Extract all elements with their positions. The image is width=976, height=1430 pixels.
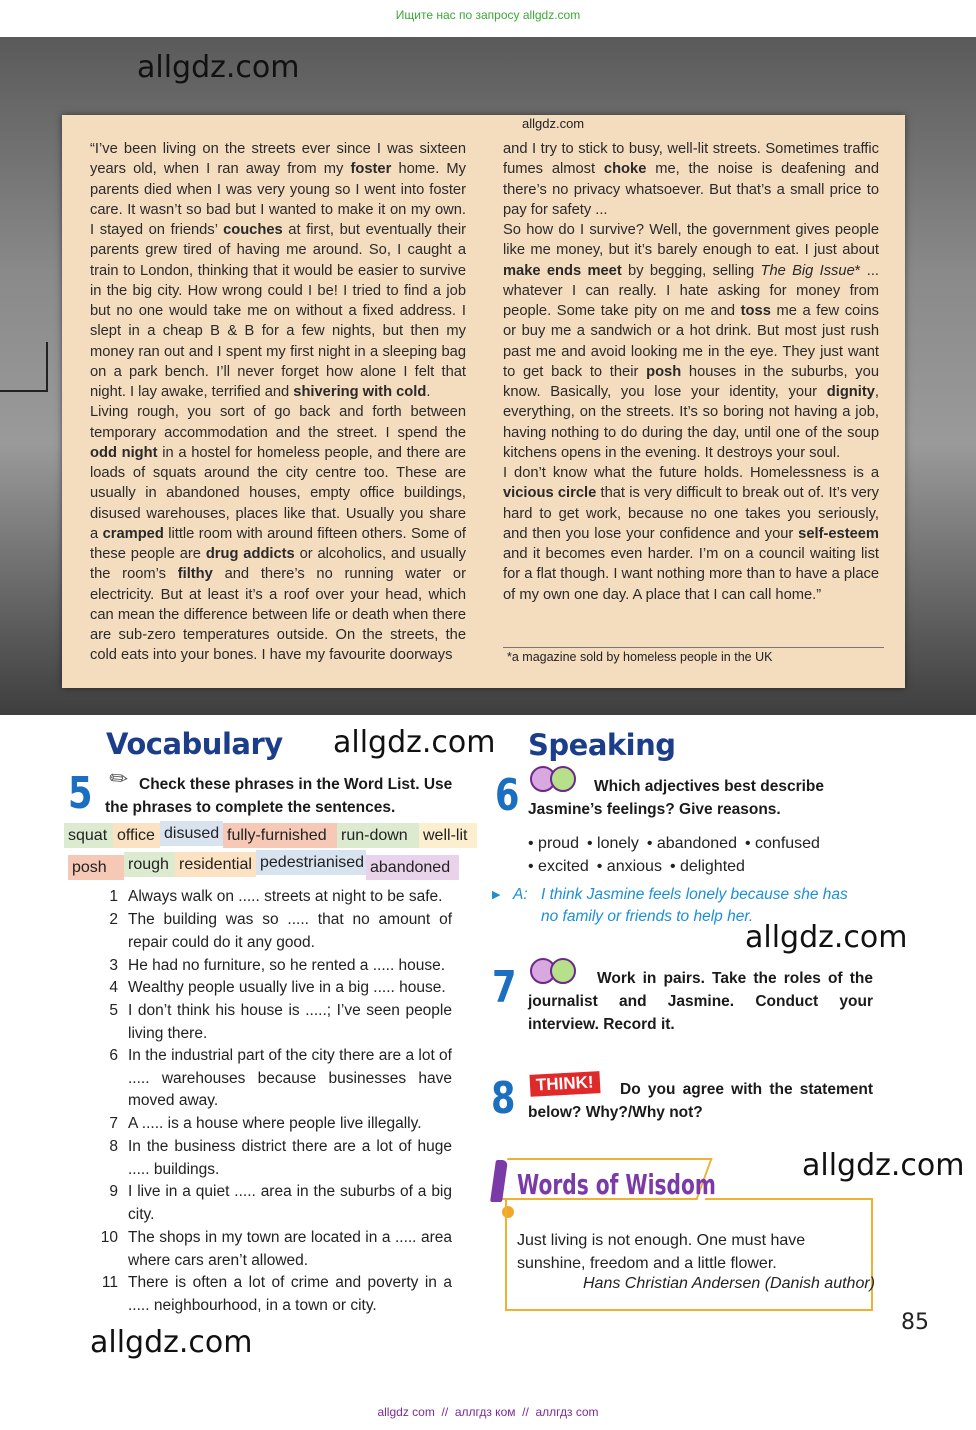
watermark: allgdz.com bbox=[522, 116, 585, 131]
text: So how do I survive? Well, the government gives people like me money, but it’s barely enough to eat. I just about bbox=[503, 222, 879, 259]
item-number: 10 bbox=[100, 1229, 118, 1246]
text: “I’ve been living on the streets ever since I was sixteen years old, when I ran away from my bbox=[90, 141, 466, 178]
vocabulary-sentence bbox=[96, 886, 452, 909]
text: me, the noise is deafening and there’s no privacy whatsoever. But that’s a small price to pay for safety ... bbox=[503, 161, 879, 218]
key-phrase: vicious circle bbox=[503, 485, 597, 502]
word-chip: office bbox=[113, 823, 160, 848]
text: and I try to stick to busy, well-lit streets. Sometimes traffic fumes almost bbox=[503, 141, 879, 178]
watermark: allgdz.com bbox=[90, 1325, 253, 1360]
key-phrase: couches bbox=[223, 222, 283, 238]
adjective: • confused bbox=[744, 835, 820, 852]
wisdom-author: Hans Christian Andersen (Danish author) bbox=[583, 1275, 875, 1292]
adjectives-row-1 bbox=[528, 832, 828, 855]
word-chip: squat bbox=[64, 823, 113, 848]
bench-silhouette bbox=[0, 342, 48, 392]
text: home. My parents died when I was very young so I went into foster care. It wasn’t so bad but I wanted to make it on my own. I stayed on friends’ bbox=[90, 161, 467, 238]
key-phrase: make ends meet bbox=[503, 262, 622, 279]
vocabulary-sentence bbox=[96, 1272, 452, 1317]
item-number: 6 bbox=[109, 1047, 118, 1064]
key-phrase: self-esteem bbox=[798, 525, 879, 542]
speaking-heading: Speaking bbox=[528, 728, 676, 762]
key-phrase: choke bbox=[603, 161, 647, 178]
text: houses in the suburbs, you know. Basically, you lose your identity, your bbox=[503, 363, 879, 400]
exercise-number: 6 bbox=[495, 770, 520, 821]
text: . bbox=[426, 384, 431, 400]
vocabulary-sentence bbox=[96, 1136, 452, 1181]
article-paragraph bbox=[90, 139, 466, 402]
top-note: Ищите нас по запросу allgdz.com bbox=[395, 8, 581, 22]
key-phrase: posh bbox=[646, 363, 682, 380]
watermark: allgdz.com bbox=[333, 725, 496, 760]
word-chip: well-lit bbox=[419, 823, 477, 848]
wisdom-quote: Just living is not enough. One must have sunshine, freedom and a little flower. bbox=[517, 1232, 806, 1272]
key-phrase: drug addicts bbox=[205, 546, 295, 562]
text: The Big Issue bbox=[760, 262, 855, 279]
item-text: A ..... is a house where people live illegally. bbox=[128, 1115, 422, 1132]
think-badge: THINK! bbox=[529, 1071, 600, 1097]
adjective: • excited bbox=[528, 858, 589, 875]
text: Living rough, you sort of go back and forth between temporary accommodation and the street. I spend the bbox=[90, 404, 466, 441]
article-left-column bbox=[90, 139, 466, 666]
text: that is very difficult to break out of. It’s very hard to get work, because no one takes you seriously, and then you lose your confidence and your bbox=[503, 485, 880, 542]
article-box bbox=[62, 115, 905, 688]
item-number: 9 bbox=[109, 1183, 118, 1200]
footnote: *a magazine sold by homeless people in the UK bbox=[507, 650, 773, 664]
key-phrase: cramped bbox=[102, 525, 164, 542]
item-number: 8 bbox=[109, 1138, 118, 1155]
vocabulary-instruction: Check these phrases in the Word List. Use the phrases to complete the sentences. bbox=[105, 776, 453, 816]
item-text: The shops in my town are located in a ..... area where cars aren’t allowed. bbox=[128, 1229, 452, 1269]
vocabulary-sentence bbox=[96, 1227, 452, 1272]
vocabulary-sentence bbox=[96, 909, 452, 954]
exercise-8-instruction: Do you agree with the statement below? Why?/Why not? bbox=[528, 1081, 873, 1121]
item-text: He had no furniture, so he rented a ..... house. bbox=[128, 957, 446, 974]
play-marker-icon: ▶ bbox=[492, 889, 501, 901]
bottom-note: allgdz com // аллгдз ком // аллгдз com bbox=[377, 1405, 599, 1419]
item-number: 5 bbox=[109, 1002, 118, 1019]
footnote-divider bbox=[503, 647, 884, 648]
exercise-7-instruction: Work in pairs. Take the roles of the journalist and Jasmine. Conduct your interview. Record it. bbox=[528, 970, 873, 1033]
adjective: • abandoned bbox=[646, 835, 737, 852]
watermark: allgdz.com bbox=[802, 1148, 965, 1183]
model-answer: I think Jasmine feels lonely because she has no family or friends to help her. bbox=[541, 886, 848, 925]
article-paragraph bbox=[503, 139, 879, 220]
text: in a hostel for homeless people, and there are loads of squats around the city centre too. These are usually in abandoned houses, empty office buildings, disused warehouses, places like that. Usually you share a bbox=[90, 444, 466, 542]
word-chip: pedestrianised bbox=[256, 850, 366, 875]
pencil-icon: ✎ bbox=[103, 763, 134, 795]
text: by begging, selling bbox=[621, 262, 761, 279]
item-text: I live in a quiet ..... area in the suburbs of a big city. bbox=[128, 1183, 452, 1223]
vocabulary-sentence bbox=[96, 977, 452, 1000]
adjectives-row-2 bbox=[528, 855, 753, 878]
item-number: 3 bbox=[109, 957, 118, 974]
model-answer-label: A: bbox=[513, 886, 528, 903]
key-phrase: foster bbox=[350, 161, 392, 178]
word-chip: rough bbox=[124, 852, 175, 877]
text: little room with around fifteen others. Some of these people are bbox=[90, 525, 467, 562]
adjective: • lonely bbox=[586, 835, 639, 852]
vocabulary-sentence bbox=[96, 1000, 452, 1045]
item-number: 1 bbox=[109, 888, 118, 905]
word-chip: abandoned bbox=[366, 855, 459, 880]
text: at first, but eventually their parents grew tired of having me around. So, I caught a train to London, thinking that it would be easier to survive in the big city. How wrong could I be! I tried to find a job but no one would take me on without a fixed address. I slept in a cheap B & B for a few nights, but then my money ran out and I spent my first night in a sleeping bag on a park bench. I’ll never forget how alone I felt that night. I lay awake, terrified and bbox=[90, 222, 466, 400]
exercise-number: 8 bbox=[491, 1073, 516, 1124]
text: * ... whatever I can really. I hate asking for money from people. Some take pity on me and bbox=[503, 262, 880, 319]
text: I don’t know what the future holds. Homelessness is a bbox=[503, 465, 879, 481]
watermark: allgdz.com bbox=[137, 50, 300, 85]
article-paragraph bbox=[503, 220, 879, 463]
word-chip: fully-furnished bbox=[223, 823, 337, 848]
item-number: 11 bbox=[101, 1274, 118, 1291]
watermark: allgdz.com bbox=[745, 920, 908, 955]
key-phrase: shivering with cold bbox=[293, 384, 427, 400]
key-phrase: odd night bbox=[90, 444, 158, 461]
article-paragraph bbox=[503, 463, 879, 605]
item-text: There is often a lot of crime and poverty in a ..... neighbourhood, in a town or city. bbox=[128, 1274, 452, 1314]
item-text: The building was so ..... that no amount of repair could do it any good. bbox=[128, 911, 452, 951]
text: me a few coins or buy me a sandwich or a hot drink. But most just rush past me and avoid looking me in the eye. They just want to get back to their bbox=[503, 303, 879, 380]
key-phrase: dignity bbox=[826, 384, 875, 400]
text: and it becomes even harder. I’m on a council waiting list for a flat though. I want nothing more than to have a place of my own one day. A place that I can call home.” bbox=[503, 546, 879, 603]
article-paragraph bbox=[90, 402, 466, 665]
item-number: 7 bbox=[109, 1115, 118, 1132]
exercise-number: 7 bbox=[492, 962, 517, 1013]
vocabulary-sentence bbox=[96, 1045, 452, 1113]
vocabulary-sentence bbox=[96, 1181, 452, 1226]
vocabulary-heading: Vocabulary bbox=[106, 727, 283, 761]
item-number: 2 bbox=[109, 911, 118, 928]
vocabulary-sentence bbox=[96, 1113, 452, 1136]
page-number: 85 bbox=[901, 1310, 929, 1335]
word-chip: disused bbox=[160, 821, 223, 846]
vocabulary-sentence bbox=[96, 955, 452, 978]
item-text: Always walk on ..... streets at night to be safe. bbox=[128, 888, 443, 905]
adjective: • anxious bbox=[596, 858, 662, 875]
item-number: 4 bbox=[109, 979, 118, 996]
item-text: In the business district there are a lot of huge ..... buildings. bbox=[128, 1138, 452, 1178]
text: , everything, on the streets. It’s so boring not having a job, having nothing to do during the day, until one of the soup kitchens opens in the evening. It destroys your soul. bbox=[503, 384, 879, 461]
wisdom-box-top bbox=[705, 1198, 873, 1200]
text: or alcoholics, and usually the room’s bbox=[90, 546, 466, 583]
text: and there’s no running water or electricity. But at least it’s a roof over your head, which can mean the difference between life or death when there are sub-zero temperatures outside. On the streets, the cold eats into your bones. I have my favourite doorways bbox=[90, 566, 466, 664]
adjective: • delighted bbox=[669, 858, 745, 875]
word-chip: run-down bbox=[337, 823, 419, 848]
exercise-6-instruction: Which adjectives best describe Jasmine’s feelings? Give reasons. bbox=[528, 778, 825, 818]
key-phrase: filthy bbox=[177, 566, 213, 583]
word-chip: residential bbox=[175, 852, 256, 877]
wisdom-title: Words of Wisdom bbox=[517, 1168, 716, 1201]
item-text: Wealthy people usually live in a big ..... house. bbox=[128, 979, 446, 996]
exercise-number: 5 bbox=[68, 768, 93, 819]
word-chip: posh bbox=[68, 855, 124, 880]
item-text: In the industrial part of the city there are a lot of ..... warehouses because businesses have moved away. bbox=[128, 1047, 452, 1110]
item-text: I don’t think his house is .....; I’ve seen people living there. bbox=[128, 1002, 452, 1042]
article-right-column bbox=[503, 139, 879, 605]
key-phrase: toss bbox=[740, 303, 771, 319]
adjective: • proud bbox=[528, 835, 579, 852]
